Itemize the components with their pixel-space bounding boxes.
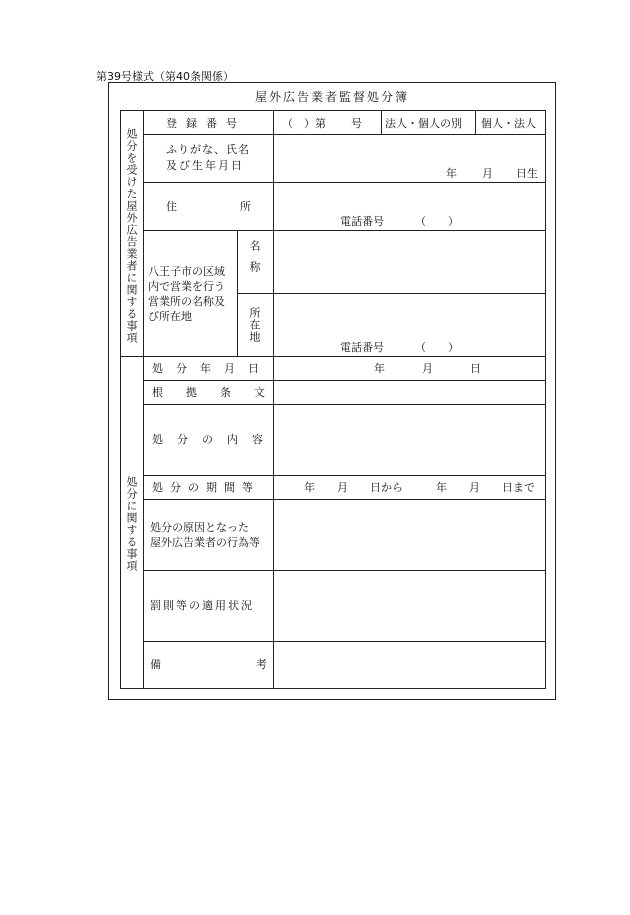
row-divider bbox=[143, 641, 546, 642]
remarks-label-right: 考 bbox=[256, 658, 267, 671]
content-label: 処分の内容 bbox=[152, 433, 277, 446]
row-divider bbox=[143, 134, 546, 135]
address-phone-paren: （ ） bbox=[415, 215, 459, 228]
col-divider bbox=[143, 110, 144, 689]
office-name-label: 名称 bbox=[248, 240, 261, 282]
row-divider bbox=[143, 380, 546, 381]
address-label-right: 所 bbox=[240, 200, 251, 213]
birth-day: 日生 bbox=[516, 167, 538, 180]
row-divider bbox=[143, 230, 546, 231]
penalty-label: 罰則等の適用状況 bbox=[150, 599, 254, 612]
reg-number-value-right: 号 bbox=[351, 117, 362, 130]
form-title: 屋外広告業者監督処分簿 bbox=[254, 90, 409, 104]
birth-month: 月 bbox=[482, 167, 493, 180]
office-location-label: 所在地 bbox=[248, 307, 261, 343]
reg-number-label: 登録番号 bbox=[166, 117, 246, 130]
address-phone-label: 電話番号 bbox=[340, 215, 384, 228]
office-phone-label: 電話番号 bbox=[340, 341, 384, 354]
birth-year: 年 bbox=[446, 167, 457, 180]
office-label-line1: 八王子市の区域 bbox=[148, 265, 225, 278]
office-label-line3: 営業所の名称及 bbox=[148, 295, 225, 308]
office-label-line2: 内で営業を行う bbox=[148, 280, 225, 293]
disposal-date-label: 処分年月日 bbox=[152, 362, 272, 375]
col-divider bbox=[475, 110, 476, 134]
section1-label: 処分を受けた屋外広告業者に関する事項 bbox=[125, 128, 138, 344]
cause-label-line1: 処分の原因となった bbox=[150, 521, 249, 534]
name-label-line2: 及び生年月日 bbox=[166, 159, 244, 172]
section2-label: 処分に関する事項 bbox=[125, 476, 138, 572]
row-divider bbox=[143, 182, 546, 183]
period-value: 年 月 日から 年 月 日まで bbox=[304, 481, 535, 494]
period-label: 処分の期間等 bbox=[152, 481, 260, 494]
office-label-line4: び所在地 bbox=[148, 310, 192, 323]
col-divider bbox=[237, 230, 238, 356]
entity-type-value: 個人・法人 bbox=[481, 117, 536, 130]
row-divider bbox=[143, 570, 546, 571]
disposal-date-day: 日 bbox=[470, 362, 481, 375]
disposal-date-month: 月 bbox=[422, 362, 433, 375]
entity-type-label: 法人・個人の別 bbox=[385, 117, 462, 130]
remarks-label-left: 備 bbox=[150, 658, 161, 671]
office-phone-paren: （ ） bbox=[415, 341, 459, 354]
basis-label: 根拠条文 bbox=[152, 386, 288, 399]
row-divider bbox=[143, 404, 546, 405]
reg-number-value-left: （ ）第 bbox=[282, 117, 326, 130]
disposal-date-year: 年 bbox=[374, 362, 385, 375]
row-divider bbox=[237, 293, 546, 294]
section-divider bbox=[120, 356, 546, 357]
address-label-left: 住 bbox=[166, 200, 177, 213]
form-caption: 第39号様式（第40条関係） bbox=[96, 70, 234, 83]
row-divider bbox=[143, 499, 546, 500]
row-divider bbox=[143, 475, 546, 476]
name-label-line1: ふりがな、氏名 bbox=[166, 143, 250, 156]
cause-label-line2: 屋外広告業者の行為等 bbox=[150, 536, 260, 549]
col-divider bbox=[381, 110, 382, 134]
